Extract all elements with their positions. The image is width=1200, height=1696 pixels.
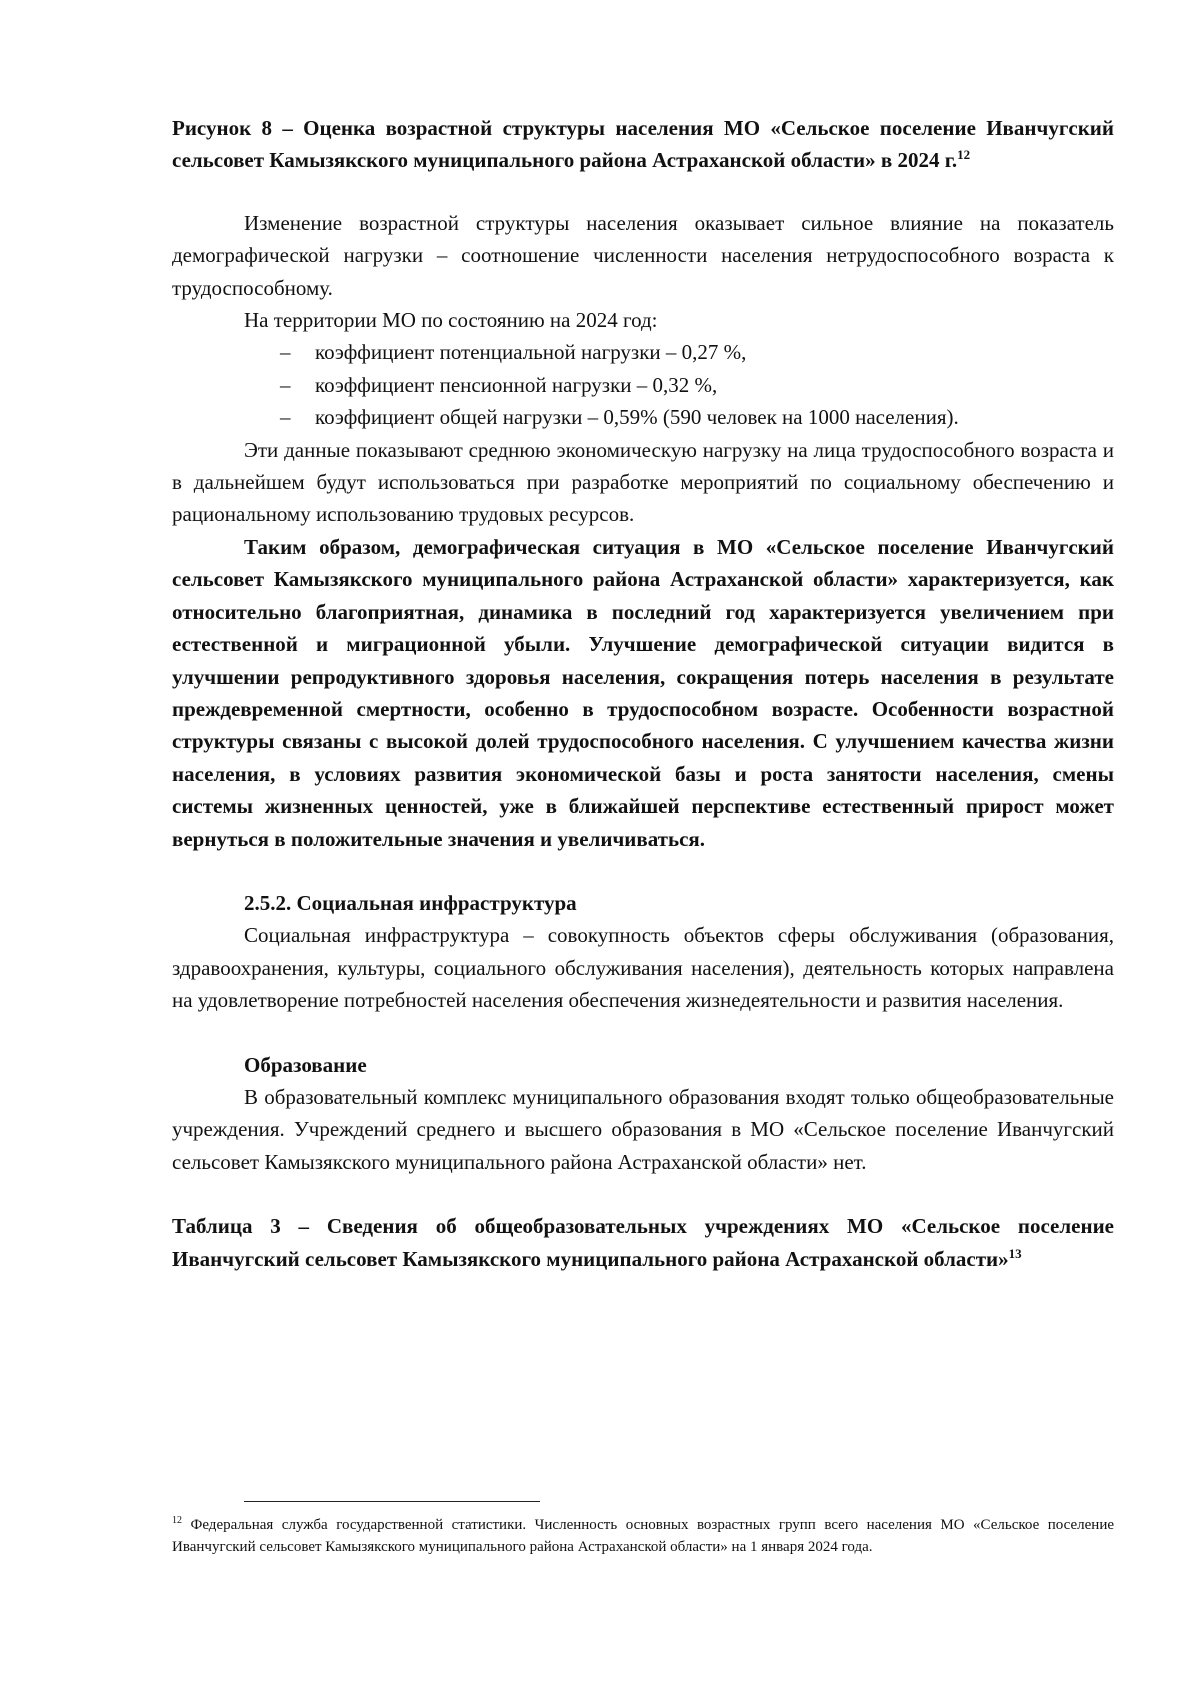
list-dash: –: [280, 340, 291, 365]
figure-caption: [172, 112, 1114, 177]
list-item: [172, 369, 1114, 401]
paragraph-age-structure: Изменение возрастной структуры населения оказывает сильное влияние на показатель демографической нагрузки – соотношение численности населения нетрудоспособного возраста к трудоспособному.: [172, 210, 1114, 300]
footnote: [172, 1515, 1114, 1558]
paragraph-conclusion: Таким образом, демографическая ситуация в МО «Сельское поселение Иванчугский сельсовет Камызякского муниципального района Астраханской области» характеризуется, как относительно благоприятная, динамика в последний год характеризуется увеличением при естественной и миграционной убыли. Улучшение демографической ситуации видится в улучшении репродуктивного здоровья населения, сокращения потерь населения в результате преждевременной смертности, особенно в трудоспособном возрасте. Особенности возрастной структуры связаны с высокой долей трудоспособного населения. С улучшением качества жизни населения, в условиях развития экономической базы и роста занятости населения, смены системы жизненных ценностей, уже в ближайшей перспективе естественный прирост может вернуться в положительные значения и увеличиваться.: [172, 534, 1114, 851]
paragraph-education: В образовательный комплекс муниципального образования входят только общеобразовательные учреждения. Учреждений среднего и высшего образования в МО «Сельское поселение Иванчугский сельсовет Камызякского муниципального района Астраханской области» нет.: [172, 1084, 1114, 1174]
list-item-text: коэффициент потенциальной нагрузки – 0,27 %,: [315, 340, 747, 365]
paragraph-territory-2024: На территории МО по состоянию на 2024 год:: [244, 308, 658, 333]
paragraph-economic-load: Эти данные показывают среднюю экономическую нагрузку на лица трудоспособного возраста и в дальнейшем будут использоваться при разработке мероприятий по социальному обеспечению и рациональному использованию трудовых ресурсов.: [172, 437, 1114, 527]
list-dash: –: [280, 372, 291, 397]
paragraph-social-infrastructure: Социальная инфраструктура – совокупность объектов сферы обслуживания (образования, здравоохранения, культуры, социального обслуживания населения), деятельность которых направлена на удовлетворение потребностей населения обеспечения жизнедеятельности и развития населения.: [172, 923, 1114, 1013]
list-dash: –: [280, 405, 291, 430]
list-item: [172, 336, 1114, 368]
footnote-text: Федеральная служба государственной статистики. Численность основных возрастных групп всего населения МО «Сельское поселение Иванчугский сельсовет Камызякского муниципального района Астраханской области» на 1 января 2024 года.: [172, 1517, 1114, 1555]
footnote-separator: [244, 1501, 540, 1502]
footnote-number: 12: [172, 1515, 182, 1526]
section-heading-social-infrastructure: 2.5.2. Социальная инфраструктура: [244, 890, 577, 915]
footnote-ref-12[interactable]: 12: [957, 147, 971, 163]
section-heading-education: Образование: [244, 1052, 367, 1077]
footnote-ref-13[interactable]: 13: [1008, 1245, 1022, 1261]
figure-caption-text: Рисунок 8 – Оценка возрастной структуры населения МО «Сельское поселение Иванчугский сельсовет Камызякского муниципального района Астраханской области» в 2024 г.: [172, 116, 1114, 173]
list-item-text: коэффициент пенсионной нагрузки – 0,32 %,: [315, 372, 718, 397]
table-caption: [172, 1210, 1114, 1275]
list-item-text: коэффициент общей нагрузки – 0,59% (590 человек на 1000 населения).: [315, 405, 959, 430]
load-coefficients-list: [172, 336, 1114, 433]
list-item: [172, 401, 1114, 433]
document-page: [172, 112, 1114, 1275]
table-caption-text: Таблица 3 – Сведения об общеобразовательных учреждениях МО «Сельское поселение Иванчугский сельсовет Камызякского муниципального района Астраханской области»: [172, 1214, 1114, 1271]
